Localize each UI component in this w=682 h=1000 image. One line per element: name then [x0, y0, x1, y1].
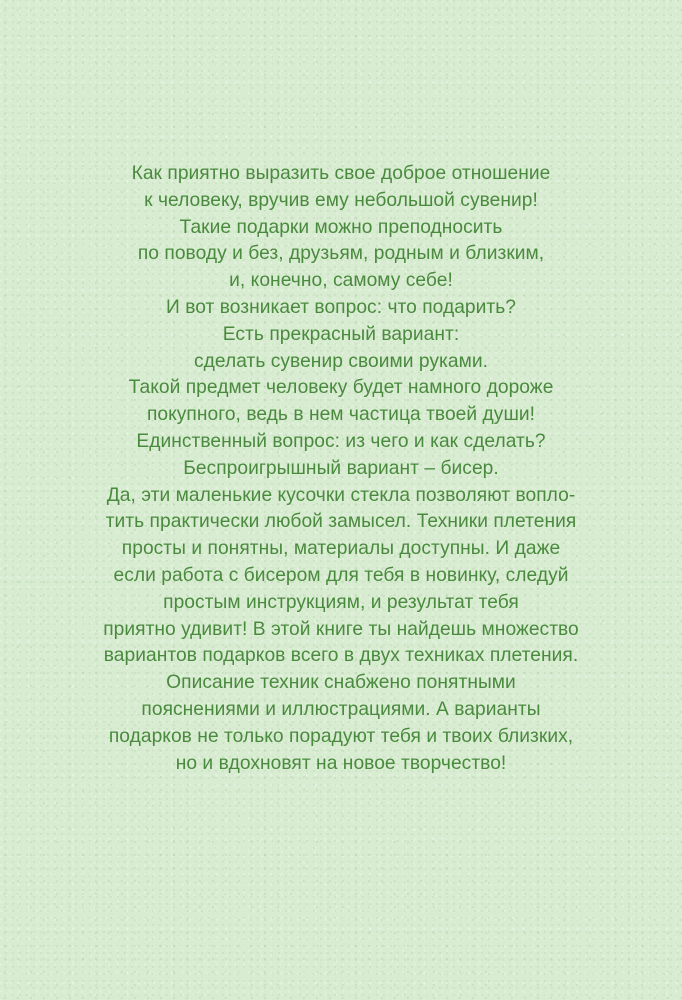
intro-line: просты и понятны, материалы доступны. И даже: [121, 538, 561, 560]
intro-line: Как приятно выразить свое доброе отношение: [131, 163, 551, 184]
intro-line: и, конечно, самому себе!: [229, 270, 453, 292]
intro-line: подарков не только порадуют тебя и твоих близких,: [108, 725, 574, 747]
intro-line: простым инструкциям, и результат тебя: [163, 591, 519, 613]
intro-line: тить практически любой замысел. Техники плетения: [105, 511, 577, 533]
intro-line: покупного, ведь в нем частица твоей души!: [146, 404, 536, 426]
intro-line: Такой предмет человеку будет намного дороже: [128, 377, 554, 399]
intro-line: Описание техник снабжено понятными: [166, 672, 516, 694]
intro-text-block: [60, 161, 622, 777]
intro-line: по поводу и без, друзьям, родным и близким,: [137, 243, 545, 265]
intro-line: Беспроигрышный вариант – бисер.: [183, 457, 499, 479]
intro-line: вариантов подарков всего в двух техниках плетения.: [103, 645, 579, 667]
intro-line: приятно удивит! В этой книге ты найдешь множество: [103, 618, 579, 640]
intro-line: Такие подарки можно преподносить: [179, 216, 503, 238]
intro-line: Да, эти маленькие кусочки стекла позволяют вопло-: [106, 484, 576, 506]
intro-line: но и вдохновят на новое творчество!: [175, 752, 507, 774]
intro-line: если работа с бисером для тебя в новинку, следуй: [113, 564, 569, 586]
intro-line: Есть прекрасный вариант:: [222, 323, 460, 345]
intro-line: к человеку, вручив ему небольшой сувенир!: [144, 189, 538, 211]
intro-line: сделать сувенир своими руками.: [193, 350, 488, 372]
intro-line: И вот возникает вопрос: что подарить?: [165, 296, 517, 318]
intro-line: пояснениями и иллюстрациями. А варианты: [141, 698, 541, 720]
intro-line: Единственный вопрос: из чего и как сделать?: [136, 430, 546, 452]
